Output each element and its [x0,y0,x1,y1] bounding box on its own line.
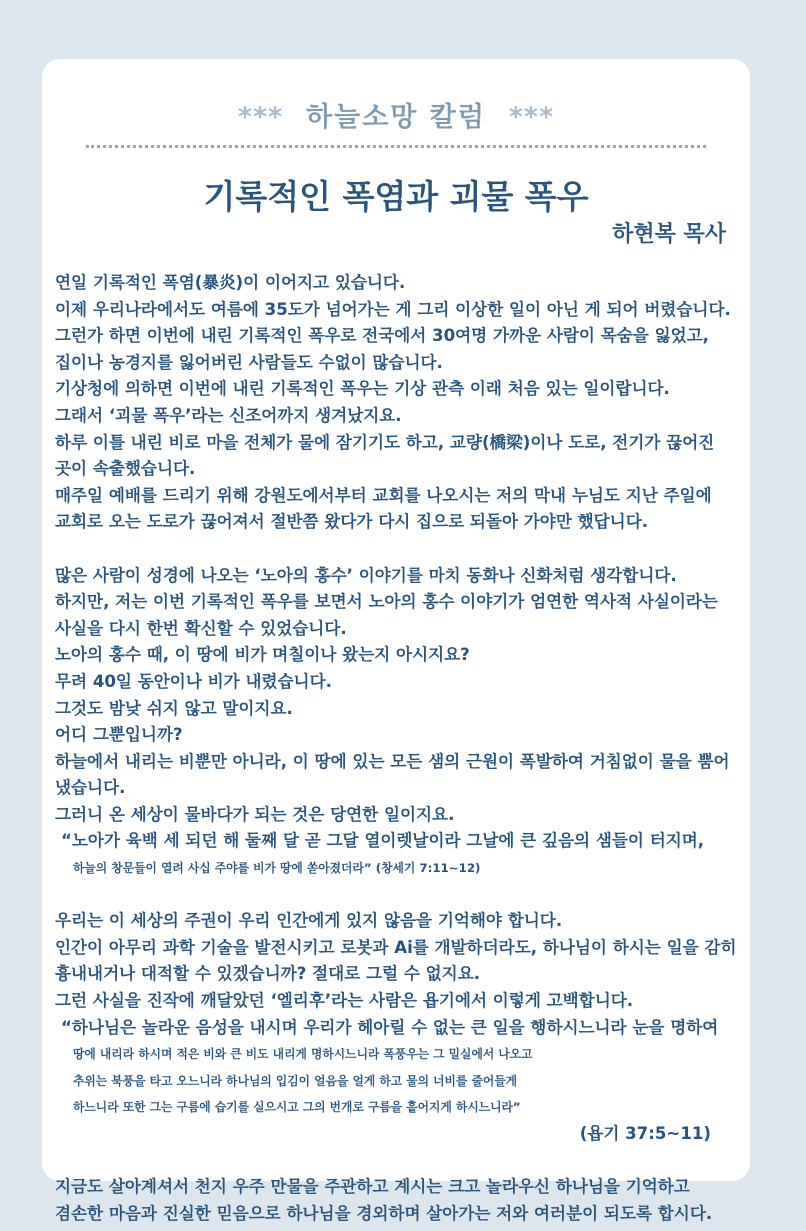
job-quote-line: 추위는 북풍을 타고 오느니라 하나님의 입김이 얼음을 얼게 하고 물의 너비를 줄어들게 [73,1073,518,1088]
dotted-divider [86,145,706,148]
job-quote-citation: (욥기 37:5~11) [579,1124,711,1143]
paragraph-1-line: 교회로 오는 도로가 끊어져서 절반쯤 왔다가 다시 집으로 되돌아 가야만 했답니다. [55,512,649,532]
paragraph-1 [55,270,751,536]
article-body [55,270,751,1227]
paragraph-2-line: 어디 그뿐입니까? [55,725,183,745]
paragraph-1-line: 하루 이틀 내린 비로 마을 전체가 물에 잠기기도 하고, 교량(橋梁)이나 도로, 전기가 끊어진 [55,432,715,452]
paragraph-2-line: 하늘에서 내리는 비뿐만 아니라, 이 땅에 있는 모든 샘의 근원이 폭발하여 거침없이 물을 뿜어 [55,751,730,771]
paragraph-2-line: 그러니 온 세상이 물바다가 되는 것은 당연한 일이지요. [55,804,455,824]
paragraph-1-line: 연일 기록적인 폭염(暴炎)이 이어지고 있습니다. [55,273,406,292]
paragraph-4-line: 겸손한 마음과 진실한 믿음으로 하나님을 경외하며 살아가는 저와 여러분이 되도록 합시다. [55,1203,713,1223]
article-author: 하현복 목사 [612,222,726,247]
paragraph-2-line: 하지만, 저는 이번 기록적인 폭우를 보면서 노아의 홍수 이야기가 엄연한 역사적 사실이라는 [55,592,718,612]
paragraph-1-line: 곳이 속출했습니다. [55,459,196,479]
job-quote [55,1015,751,1121]
paragraph-2-line: 많은 사람이 성경에 나오는 ‘노아의 홍수’ 이야기를 마치 동화나 신화처럼 생각합니다. [55,565,677,585]
job-quote-line: “하나님은 놀라운 음성을 내시며 우리가 헤아릴 수 없는 큰 일을 행하시느니라 눈을 명하여 [61,1017,719,1037]
paragraph-gap [55,882,751,909]
column-card [42,59,750,1223]
paragraph-1-line: 그래서 ‘괴물 폭우’라는 신조어까지 생겨났지요. [55,405,402,425]
genesis-quote [55,828,751,881]
paragraph-gap [55,536,751,563]
paragraph-3 [55,908,751,1014]
paragraph-1-line: 기상청에 의하면 이번에 내린 기록적인 폭우는 기상 관측 이래 처음 있는 일이랍니다. [55,379,670,399]
job-quote-line: 땅에 내리라 하시며 적은 비와 큰 비도 내리게 명하시느니라 폭풍우는 그 밀실에서 나오고 [73,1047,533,1062]
header-stars-left: *** [237,102,284,133]
paragraph-1-line: 그런가 하면 이번에 내린 기록적인 폭우로 전국에서 30여명 가까운 사람이 목숨을 잃었고, [55,326,709,346]
paragraph-3-line: 그런 사실을 진작에 깨달았던 ‘엘리후’라는 사람은 욥기에서 이렇게 고백합니다. [55,991,634,1011]
genesis-quote-line: “노아가 육백 세 되던 해 둘째 달 곧 그달 열이렛날이라 그날에 큰 깊음의 샘들이 터지며, [61,831,705,851]
paragraph-4 [55,1174,751,1227]
genesis-quote-line: 하늘의 창문들이 열려 사십 주야를 비가 땅에 쏟아졌더라” (창세기 7:11~12) [73,861,481,876]
paragraph-2 [55,563,751,829]
paragraph-2-line: 노아의 홍수 때, 이 땅에 비가 며칠이나 왔는지 아시지요? [55,645,470,665]
paragraph-1-line: 이제 우리나라에서도 여름에 35도가 넘어가는 게 그리 이상한 일이 아닌 게 되어 버렸습니다. [55,299,731,319]
header-stars-right: *** [508,102,555,133]
job-quote-line: 하느니라 또한 그는 구름에 습기를 실으시고 그의 번개로 구름을 흩어지게 하시느니라” [73,1100,521,1115]
paragraph-2-line: 무려 40일 동안이나 비가 내렸습니다. [55,671,332,691]
paragraph-1-line: 매주일 예배를 드리기 위해 강원도에서부터 교회를 나오시는 저의 막내 누님도 지난 주일에 [55,485,712,505]
paragraph-3-line: 인간이 아무리 과학 기술을 발전시키고 로봇과 Ai를 개발하더라도, 하나님이 하시는 일을 감히 [55,937,737,957]
paragraph-4-line: 지금도 살아계셔서 천지 우주 만물을 주관하고 계시는 크고 놀라우신 하나님을 기억하고 [55,1177,690,1197]
paragraph-2-line: 냈습니다. [55,778,126,798]
paragraph-1-line: 집이나 농경지를 잃어버린 사람들도 수없이 많습니다. [55,352,443,372]
paragraph-3-line: 흉내내거나 대적할 수 있겠습니까? 절대로 그럴 수 없지요. [55,964,481,984]
article-title: 기록적인 폭염과 괴물 폭우 [203,177,589,216]
paragraph-gap [55,1148,751,1175]
paragraph-2-line: 그것도 밤낮 쉬지 않고 말이지요. [55,698,293,718]
column-name: 하늘소망 칼럼 [306,102,486,133]
paragraph-3-line: 우리는 이 세상의 주권이 우리 인간에게 있지 않음을 기억해야 합니다. [55,911,563,931]
column-header [42,95,750,134]
paragraph-2-line: 사실을 다시 한번 확신할 수 있었습니다. [55,618,347,638]
